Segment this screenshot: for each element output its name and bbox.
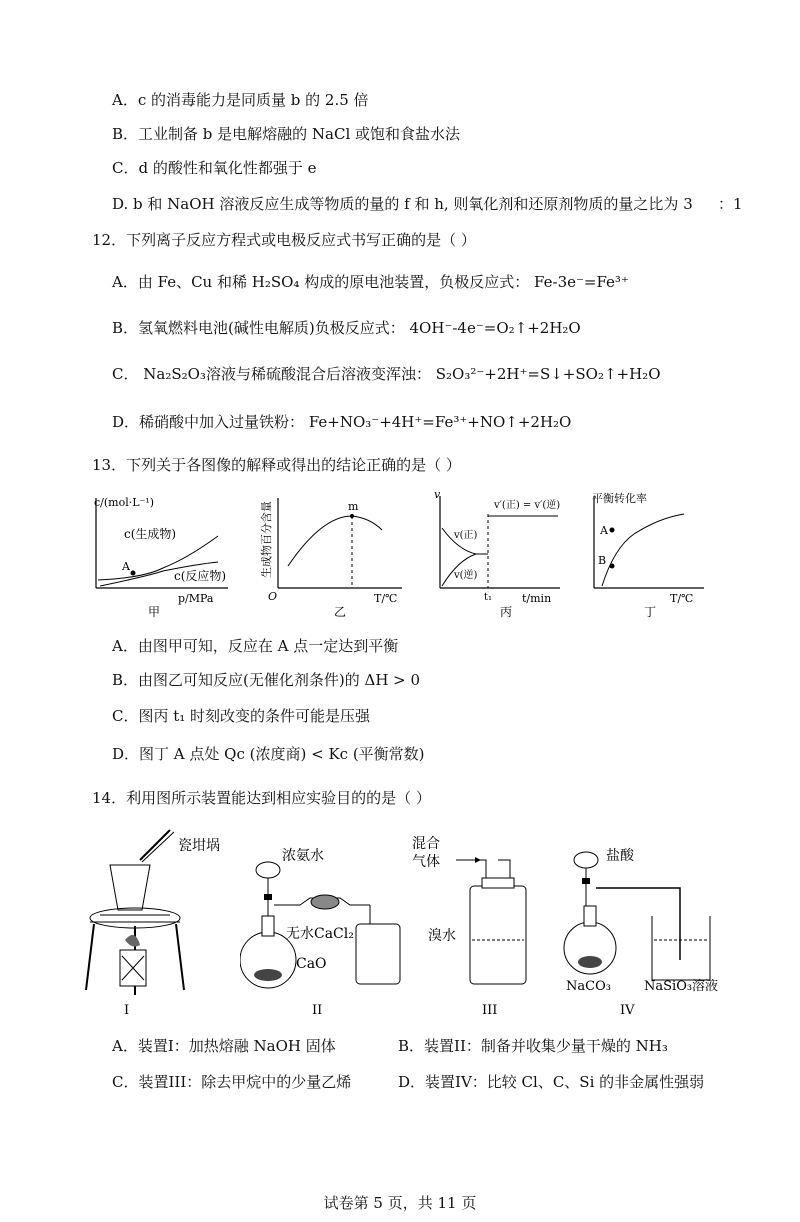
apparatus-iii-roman: III: [482, 1003, 498, 1018]
q12-c-equation: S₂O₃²⁻+2H⁺=S↓+SO₂↑+H₂O: [435, 365, 661, 383]
q12-option-c: [112, 364, 661, 384]
q11-option-d: D. b 和 NaOH 溶液反应生成等物质的量的 f 和 h, 则氧化剂和还原剂物质的量之比为 3: [112, 195, 693, 213]
stirring-rod-edge: [142, 832, 174, 862]
q12-option-d: [112, 412, 571, 432]
graph-bing-t1: t₁: [484, 592, 493, 603]
stirring-rod-icon: [140, 830, 170, 860]
bottle-stopper: [482, 878, 514, 888]
graph-jia-ylabel: c/(mol·L⁻¹): [94, 496, 155, 509]
apparatus-ii-roman: II: [312, 1003, 323, 1018]
tripod-leg-right: [176, 924, 184, 990]
q13-option-c: C．图丙 t₁ 时刻改变的条件可能是压强: [112, 707, 371, 725]
q12-d-text: D．稀硝酸中加入过量铁粉：: [112, 413, 305, 431]
graph-yi-point-m: [350, 514, 354, 518]
apparatus-iii-label1: 混合: [412, 836, 440, 852]
graph-ding: [584, 488, 714, 618]
q14-stem: 14．利用图所示装置能达到相应实验目的的是（ ）: [92, 789, 431, 807]
crucible-icon: [110, 865, 150, 910]
graph-ding-point-a: [610, 528, 615, 533]
apparatus-i: [80, 820, 240, 1020]
graph-ding-point-b-label: B: [598, 554, 607, 567]
q13-stem: 13．下列关于各图像的解释或得出的结论正确的是（ ）: [92, 456, 461, 474]
graph-bing-top-label: v′(正) = v′(逆): [494, 500, 561, 511]
graph-ding-point-b: [610, 564, 615, 569]
graph-yi-curve: [288, 516, 382, 566]
graph-yi-xlabel: T/℃: [374, 592, 398, 605]
q12-a-tail: 构成的原电池装置，负极反应式：: [304, 273, 530, 291]
graph-bing-caption: 丙: [500, 605, 513, 618]
graph-yi-origin: O: [268, 590, 278, 603]
q12-a-equation: Fe-3e⁻=Fe³⁺: [534, 273, 629, 291]
apparatus-iii-label3: 溴水: [428, 928, 456, 944]
apparatus-iii: [410, 830, 540, 1020]
graph-yi-point-label: m: [348, 500, 359, 513]
q14-option-a: A．装置I：加热熔融 NaOH 固体: [112, 1037, 336, 1055]
graph-jia-curve2-label: c(反应物): [174, 569, 227, 583]
q11-option-a: A．c 的消毒能力是同质量 b 的 2.5 倍: [112, 91, 369, 109]
flask-neck: [262, 916, 274, 936]
washing-bottle-icon: [470, 886, 526, 984]
apparatus-iv-label3: NaSiO₃溶液: [644, 979, 719, 994]
graph-ding-point-a-label: A: [600, 524, 608, 537]
graph-bing-forward-label: v(正): [454, 530, 478, 541]
q12-stem: 12．下列离子反应方程式或电极反应式书写正确的是（ ）: [92, 231, 476, 249]
stopcock-icon: [582, 878, 590, 884]
q11-option-b: B．工业制备 b 是电解熔融的 NaCl 或饱和食盐水法: [112, 125, 461, 143]
flame-icon: [125, 935, 140, 947]
graph-bing-reverse-label: v(逆): [454, 570, 478, 581]
apparatus-ii: [240, 820, 420, 1020]
graph-jia-xlabel: p/MPa: [178, 592, 214, 605]
cao-solid-icon: [254, 969, 282, 981]
q14-option-c: C．装置III：除去甲烷中的少量乙烯: [112, 1073, 352, 1091]
q12-c-label: C．: [112, 365, 139, 383]
collection-bottle-icon: [356, 924, 400, 984]
q11-option-d-ratio: ：1: [718, 195, 743, 213]
apparatus-ii-label3: CaO: [296, 956, 327, 972]
apparatus-i-label: 瓷坩埚: [178, 838, 220, 854]
graph-bing-ylabel: v: [434, 488, 441, 501]
q12-d-equation: Fe+NO₃⁻+4H⁺=Fe³⁺+NO↑+2H₂O: [308, 413, 572, 431]
graph-jia-point-label: A: [122, 560, 130, 573]
q12-option-b: [112, 318, 581, 338]
beaker-icon: [652, 916, 710, 980]
q12-c-formula: Na₂S₂O₃: [143, 365, 206, 383]
q13-option-a: A．由图甲可知，反应在 A 点一定达到平衡: [112, 637, 399, 655]
q14-option-b: B．装置II：制备并收集少量干燥的 NH₃: [398, 1037, 668, 1055]
graph-ding-xlabel: T/℃: [670, 592, 694, 605]
graph-bing: [430, 488, 570, 618]
q12-a-text: A．由 Fe、Cu 和稀: [112, 273, 247, 291]
q12-a-formula: H₂SO₄: [251, 273, 300, 291]
graph-jia-curve1-label: c(生成物): [124, 527, 177, 541]
graph-jia: [88, 488, 238, 618]
apparatus-ii-label1: 浓氨水: [282, 848, 324, 864]
graph-bing-xlabel: t/min: [522, 592, 552, 605]
apparatus-iv-label1: 盐酸: [606, 848, 634, 864]
q12-b-equation: 4OH⁻-4e⁻=O₂↑+2H₂O: [409, 319, 581, 337]
q14-option-d: D．装置IV：比较 Cl、C、Si 的非金属性强弱: [398, 1073, 705, 1091]
stopcock-icon: [264, 894, 272, 900]
graph-yi-ylabel: 生成物百分含量: [260, 501, 273, 578]
graph-ding-caption: 丁: [644, 605, 657, 618]
apparatus-iii-label2: 气体: [412, 854, 440, 870]
flask-neck: [584, 906, 596, 926]
graph-jia-point-a: [131, 571, 136, 576]
apparatus-i-roman: I: [124, 1003, 130, 1018]
tripod-leg-left: [86, 924, 94, 990]
graph-yi-caption: 乙: [334, 605, 347, 618]
carbonate-solid-icon: [578, 956, 602, 968]
page-footer: 试卷第 5 页，共 11 页: [323, 1194, 477, 1212]
apparatus-iv: [560, 830, 730, 1020]
q12-option-a: [112, 272, 629, 292]
q13-option-d: D．图丁 A 点处 Qc (浓度商) < Kc (平衡常数): [112, 745, 425, 763]
q13-option-b: B．由图乙可知反应(无催化剂条件)的 ΔH > 0: [112, 671, 421, 689]
apparatus-ii-label2: 无水CaCl₂: [286, 926, 354, 942]
q11-option-c: C．d 的酸性和氧化性都强于 e: [112, 159, 317, 177]
graph-ding-curve: [602, 514, 684, 586]
drying-tube-icon: [311, 895, 339, 909]
ring-icon: [90, 908, 180, 928]
triangle-support-icon: [90, 915, 180, 922]
separatory-funnel-icon: [256, 862, 280, 878]
q12-b-text: B．氢氧燃料电池(碱性电解质)负极反应式：: [112, 319, 405, 337]
apparatus-iv-roman: IV: [620, 1003, 635, 1018]
q12-c-text: 溶液与稀硫酸混合后溶液变浑浊：: [205, 365, 431, 383]
graph-yi: [252, 488, 412, 618]
graph-ding-ylabel: 平衡转化率: [592, 492, 647, 505]
apparatus-iv-label2: NaCO₃: [566, 979, 611, 994]
graph-jia-caption: 甲: [148, 605, 161, 618]
separatory-funnel-icon: [574, 852, 598, 868]
